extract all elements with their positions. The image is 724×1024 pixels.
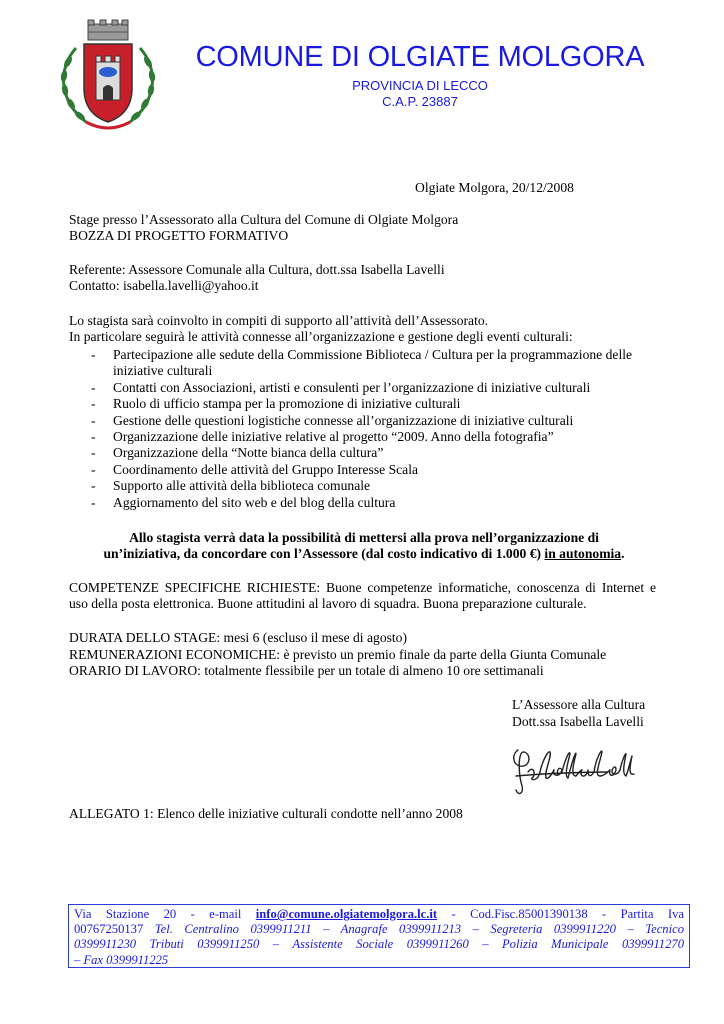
list-item-text: Partecipazione alle sedute della Commissione Biblioteca / Cultura per la programmazione delle iniziative culturali [113, 347, 633, 379]
contact-line: Contatto: isabella.lavelli@yahoo.it [69, 278, 259, 294]
list-dash: - [91, 429, 96, 445]
list-item [69, 429, 659, 445]
highlight-underlined: in autonomia [544, 546, 622, 562]
intro-block [69, 313, 573, 346]
signer-name: Dott.ssa Isabella Lavelli [512, 714, 644, 729]
referent-block [69, 262, 445, 295]
list-item [69, 380, 659, 396]
list-dash: - [91, 412, 96, 428]
referent-line: Referente: Assessore Comunale alla Cultura, dott.ssa Isabella Lavelli [69, 262, 445, 277]
list-item [69, 347, 659, 380]
list-item-text: Coordinamento delle attività del Gruppo Interesse Scala [113, 461, 419, 477]
schedule-line: ORARIO DI LAVORO: totalmente flessibile per un totale di almeno 10 ore settimanali [69, 663, 544, 678]
footer-vat: 00767250137 [74, 922, 155, 937]
highlight-paragraph [69, 530, 659, 563]
list-dash: - [91, 396, 96, 412]
handwritten-signature [508, 742, 640, 800]
email-link[interactable]: info@comune.olgiatemolgora.lc.it [255, 907, 438, 921]
activities-list [69, 347, 659, 511]
municipal-coat-of-arms [56, 18, 160, 136]
list-item [69, 478, 659, 494]
list-item [69, 445, 659, 461]
subject-block [69, 212, 458, 245]
footer-tax-code: - Cod.Fisc.85001390138 - Partita Iva [437, 907, 684, 921]
list-item [69, 462, 659, 478]
footer-line [74, 922, 684, 937]
footer-line [74, 907, 684, 922]
footer-address: Via Stazione 20 - e-mail [74, 907, 256, 921]
footer-phones: Tel. Centralino 0399911211 – Anagrafe 0399911213 – Segreteria 0399911220 – Tecnico [154, 922, 684, 937]
list-dash: - [91, 379, 96, 395]
signature-alt-text: Isabella Lavelli [574, 798, 581, 799]
province-label: PROVINCIA DI LECCO [352, 78, 488, 93]
municipality-title: COMUNE DI OLGIATE MOLGORA [195, 41, 645, 73]
list-item-text: Aggiornamento del sito web e del blog della cultura [113, 494, 396, 510]
subject-line: Stage presso l’Assessorato alla Cultura del Comune di Olgiate Molgora [69, 212, 459, 227]
duration-line: DURATA DELLO STAGE: mesi 6 (escluso il mese di agosto) [69, 630, 408, 645]
signer-role: L’Assessore alla Cultura [512, 697, 646, 712]
list-item-text: Organizzazione delle iniziative relative al progetto “2009. Anno della fotografia” [113, 429, 554, 445]
highlight-text: un’iniziativa, da concordare con l’Assessore (dal costo indicativo di 1.000 €) [103, 546, 545, 562]
footer-contact-box [68, 904, 690, 968]
list-item-text: Ruolo di ufficio stampa per la promozione di iniziative culturali [113, 396, 461, 412]
list-dash: - [91, 478, 96, 494]
intro-line: In particolare seguirà le attività connesse all’organizzazione e gestione degli eventi culturali: [69, 329, 573, 345]
footer-line: 0399911230 Tributi 0399911250 – Assistente Sociale 0399911260 – Polizia Municipale 0399911270 [74, 937, 684, 952]
highlight-line: Allo stagista verrà data la possibilità di mettersi alla prova nell’organizzazione di [129, 530, 599, 545]
remuneration-line: REMUNERAZIONI ECONOMICHE: è previsto un premio finale da parte della Giunta Comunale [69, 647, 607, 662]
list-dash: - [91, 461, 96, 477]
postal-code-label: C.A.P. 23887 [382, 94, 458, 109]
highlight-period: . [621, 546, 625, 562]
list-item [69, 495, 659, 511]
list-item [69, 396, 659, 412]
list-item-text: Organizzazione della “Notte bianca della cultura” [113, 445, 384, 461]
attachment-line: ALLEGATO 1: Elenco delle iniziative culturali condotte nell’anno 2008 [69, 806, 463, 821]
list-item-text: Contatti con Associazioni, artisti e consulenti per l’organizzazione di iniziative culturali [113, 379, 591, 395]
intro-line: Lo stagista sarà coinvolto in compiti di supporto all’attività dell’Assessorato. [69, 313, 489, 328]
list-item-text: Supporto alle attività della biblioteca comunale [113, 478, 371, 494]
list-item-text: Gestione delle questioni logistiche connesse all’organizzazione di iniziative culturali [113, 412, 574, 428]
competences-paragraph: COMPETENZE SPECIFICHE RICHIESTE: Buone competenze informatiche, conoscenza di Internet e uso della posta elettronica. Buone attitudini al lavoro di squadra. Buona preparazione culturale. [69, 580, 656, 612]
document-date: Olgiate Molgora, 20/12/2008 [415, 180, 574, 195]
subject-line: BOZZA DI PROGETTO FORMATIVO [69, 228, 289, 244]
list-dash: - [91, 445, 96, 461]
list-dash: - [91, 347, 96, 362]
footer-fax: – Fax 0399911225 [74, 952, 169, 967]
list-dash: - [91, 494, 96, 510]
list-item [69, 413, 659, 429]
highlight-line [69, 546, 659, 562]
